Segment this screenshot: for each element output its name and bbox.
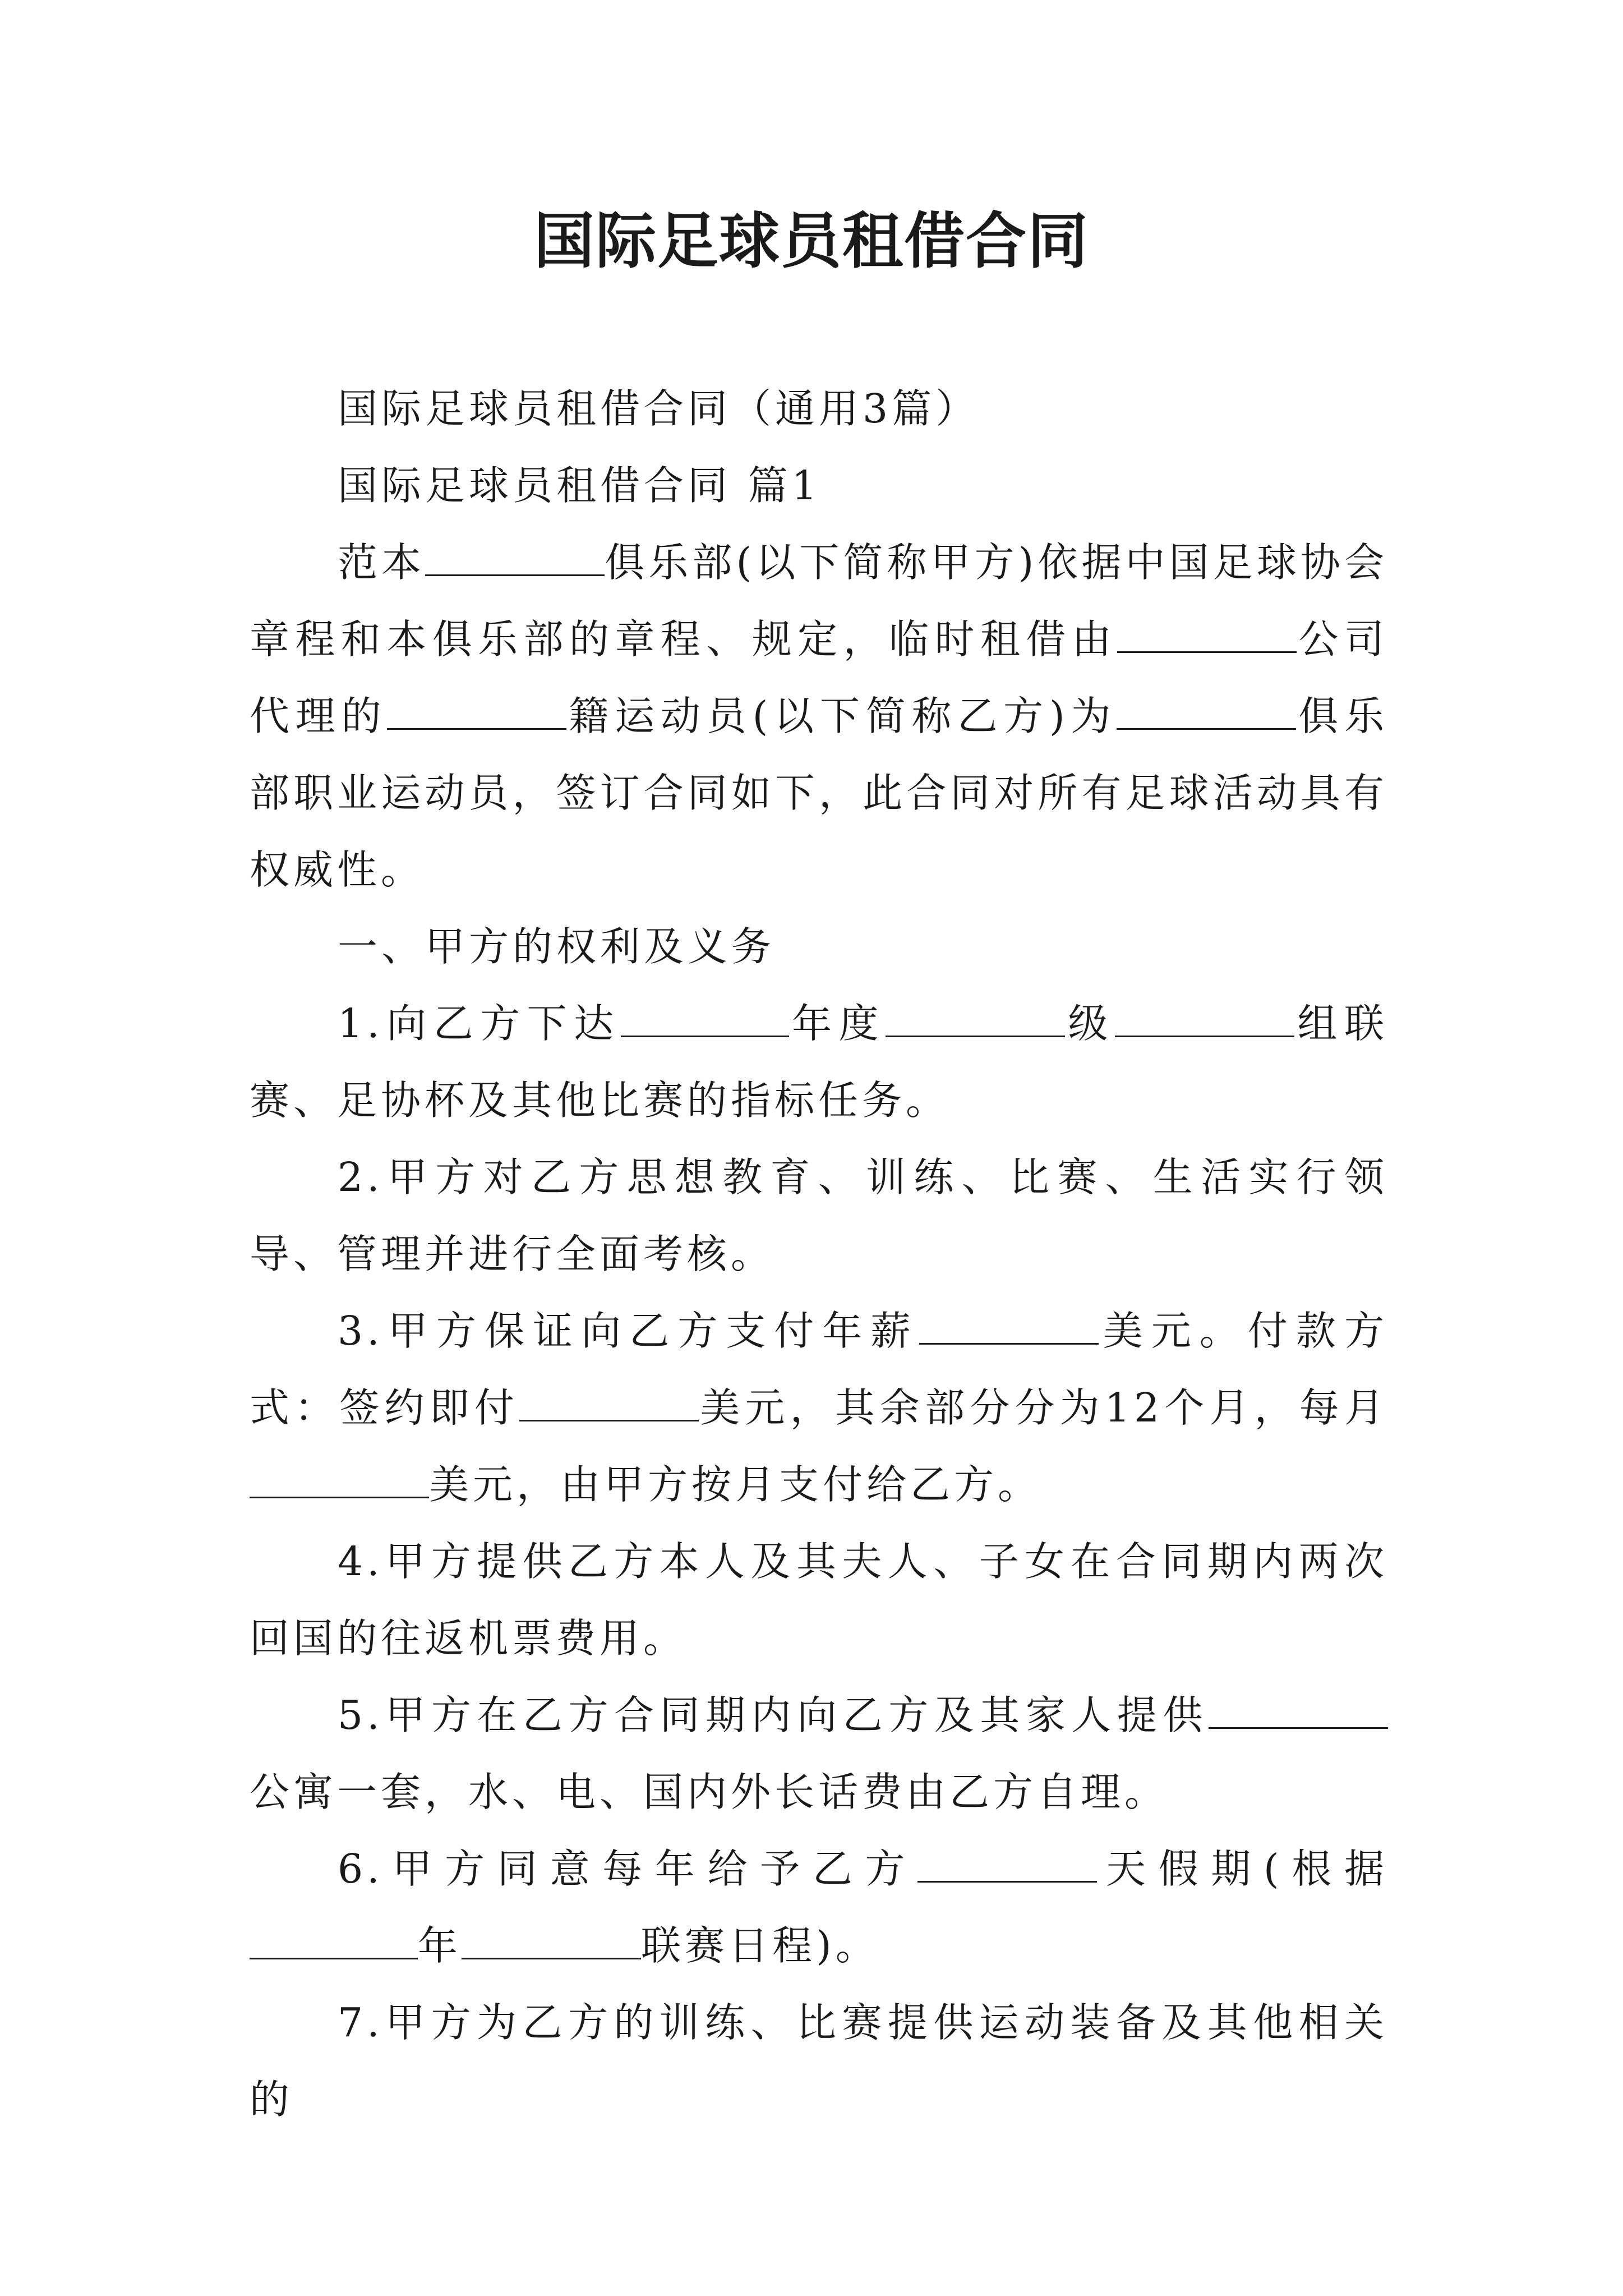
item1-text-c: 级 — [1065, 1000, 1115, 1047]
item1-text-a: 1.向乙方下达 — [338, 1000, 621, 1047]
subtitle: 国际足球员租借合同（通用3篇） — [338, 385, 980, 432]
item1-text-d: 组联赛、足协杯及其他比赛的指标任务。 — [250, 1000, 1388, 1124]
section-heading: 国际足球员租借合同 篇1 — [338, 462, 821, 509]
item6-text-c: 年 — [418, 1922, 462, 1969]
item-2: 2.甲方对乙方思想教育、训练、比赛、生活实行领导、管理并进行全面考核。 — [250, 1154, 1388, 1277]
item-1 — [250, 985, 1388, 1139]
intro-text-e: 俱乐部职业运动员，签订合同如下，此合同对所有足球活动具有权威性。 — [250, 693, 1388, 893]
blank-club-name — [425, 540, 605, 576]
blank-nationality — [387, 693, 566, 730]
blank-annual-salary — [919, 1308, 1099, 1345]
item3-text-d: 美元，由甲方按月支付给乙方。 — [429, 1461, 1042, 1508]
blank-agent-company — [1117, 616, 1297, 653]
item-3 — [250, 1292, 1388, 1523]
blank-club — [1117, 693, 1296, 730]
item3-text-c: 美元，其余部分分为12个月，每月 — [699, 1384, 1388, 1431]
blank-signing-payment — [519, 1385, 699, 1421]
blank-vacation-days — [917, 1846, 1097, 1883]
blank-apartment — [1209, 1692, 1388, 1729]
blank-level — [886, 1001, 1065, 1037]
item3-text-b: 美元。付款方式：签约即付 — [250, 1308, 1388, 1431]
item5-text-b: 公寓一套，水、电、国内外长话费由乙方自理。 — [250, 1769, 1169, 1815]
blank-year — [621, 1001, 789, 1037]
item6-text-d: 联赛日程)。 — [641, 1922, 879, 1969]
document-title: 国际足球员租借合同 — [533, 206, 1089, 277]
intro-text-c: 公司代理的 — [250, 616, 1388, 739]
blank-league — [462, 1923, 641, 1959]
document-body — [250, 370, 1388, 2138]
item-7: 7.甲方为乙方的训练、比赛提供运动装备及其他相关的 — [250, 1999, 1388, 2123]
item6-text-b: 天假期(根据 — [1097, 1846, 1388, 1892]
blank-schedule-year — [250, 1923, 418, 1959]
intro-text-a: 范本 — [338, 539, 426, 586]
item5-text-a: 5.甲方在乙方合同期内向乙方及其家人提供 — [338, 1692, 1209, 1738]
item6-text-a: 6.甲方同意每年给予乙方 — [338, 1846, 918, 1892]
item3-text-a: 3.甲方保证向乙方支付年薪 — [338, 1308, 919, 1354]
item-6 — [250, 1830, 1388, 1984]
intro-text-b: 俱乐部(以下简称甲方)依据中国足球协会章程和本俱乐部的章程、规定，临时租借由 — [250, 539, 1388, 662]
clause-heading: 一、甲方的权利及义务 — [338, 923, 776, 970]
item1-text-b: 年度 — [789, 1000, 886, 1047]
intro-text-d: 籍运动员(以下简称乙方)为 — [566, 693, 1117, 739]
item-4: 4.甲方提供乙方本人及其夫人、子女在合同期内两次回国的往返机票费用。 — [250, 1538, 1388, 1662]
item-5 — [250, 1677, 1388, 1830]
blank-group — [1115, 1001, 1294, 1037]
intro-paragraph — [250, 524, 1388, 908]
blank-monthly-payment — [250, 1462, 429, 1498]
